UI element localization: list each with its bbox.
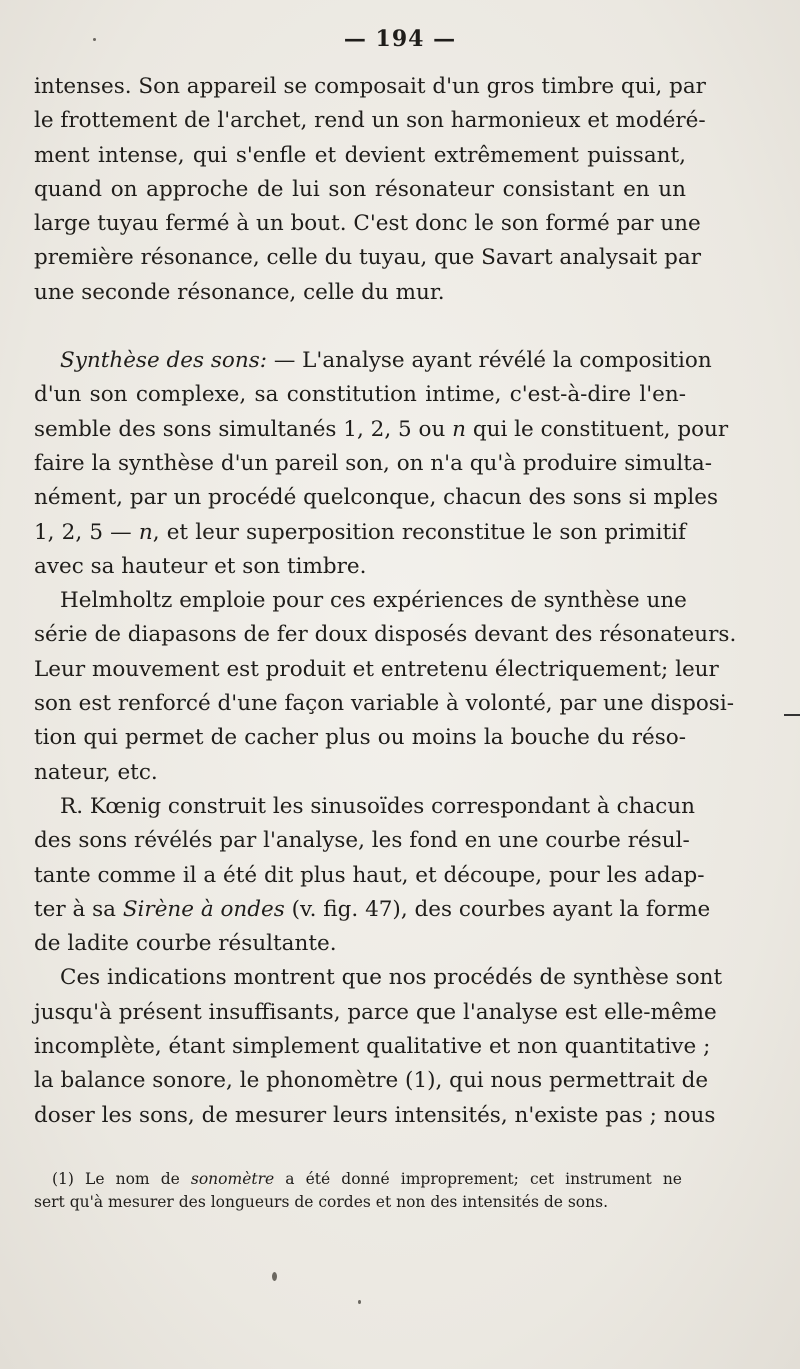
text-span: ter à sa [34,896,116,922]
main-text [34,70,737,1133]
text-line: intenses. Son appareil se composait d'un gros timbre qui, par [34,74,706,99]
text-line: faire la synthèse d'un pareil son, on n'a qu'à produire simulta- [34,450,712,476]
text-span: 1, 2, 5 — [34,519,132,545]
page-number-header: — 194 — [343,26,457,52]
paragraph-koenig [34,790,711,961]
text-span: a été donné improprement; cet instrument ne [274,1170,682,1188]
footnote [34,1168,682,1214]
text-line: jusqu'à présent insuffisants, parce que l'analyse est elle-même [34,999,717,1025]
text-line: avec sa hauteur et son timbre. [34,553,367,579]
paragraph-helmholtz [34,584,737,790]
text-line: R. Kœnig construit les sinusoïdes correspondant à chacun [60,793,696,819]
text-line: première résonance, celle du tuyau, que Savart analysait par [34,245,701,271]
paragraph-indications [34,961,723,1132]
text-line: de ladite courbe résultante. [34,931,337,957]
term-sonometre: sonomètre [190,1170,275,1188]
text-line: Helmholtz emploie pour ces expériences de synthèse une [60,588,687,614]
margin-mark [784,714,800,716]
text-span: (v. fig. 47), des courbes ayant la forme [284,896,711,922]
text-line: d'un son complexe, sa constitution intime, c'est-à-dire l'en- [34,382,686,408]
text-line: Ces indications montrent que nos procédés de synthèse sont [60,965,723,991]
text-span: qui le constituent, pour [466,416,729,442]
text-line: quand on approche de lui son résonateur consistant en un [34,176,686,202]
text-span: , et leur superposition reconstitue le son primitif [152,519,686,545]
text-line: le frottement de l'archet, rend un son harmonieux et modéré- [34,108,706,134]
text-line [34,344,712,378]
footnote-marker: (1) Le nom de [52,1170,191,1188]
text-line [34,516,686,550]
text-line: tion qui permet de cacher plus ou moins la bouche du réso- [34,725,686,751]
text-line: nateur, etc. [34,759,158,785]
text-line [34,413,729,447]
text-line: nément, par un procédé quelconque, chacun des sons si mples [34,485,719,511]
text-line: des sons révélés par l'analyse, les fond en une courbe résul- [34,828,690,854]
text-line: Leur mouvement est produit et entretenu électriquement; leur [34,656,719,682]
text-line: la balance sonore, le phonomètre (1), qui nous permettrait de [34,1068,709,1094]
footnote-line: sert qu'à mesurer des longueurs de cordes et non des intensités de sons. [34,1193,608,1211]
paragraph-1 [34,70,706,310]
text-line: large tuyau fermé à un bout. C'est donc le son formé par une [34,211,701,237]
ink-speck [93,38,96,41]
text-span: semble des sons simultanés 1, 2, 5 ou [34,416,446,442]
paragraph-synthese [34,344,729,584]
text-span: — L'analyse ayant révélé la composition [266,348,712,374]
ink-speck [272,1272,277,1281]
variable-n: n [452,416,467,442]
text-line: série de diapasons de fer doux disposés devant des résonateurs. [34,622,737,648]
text-line: ment intense, qui s'enfle et devient extrêmement puissant, [34,142,686,168]
footnote-line [34,1168,682,1191]
variable-n: n [138,519,153,545]
section-title-synthese: Synthèse des sons: [60,348,267,374]
text-line: une seconde résonance, celle du mur. [34,279,445,305]
paragraph-spacer [34,310,686,344]
text-line: incomplète, étant simplement qualitative et non quantitative ; [34,1034,711,1060]
text-line: doser les sons, de mesurer leurs intensités, n'existe pas ; nous [34,1102,716,1128]
text-line: son est renforcé d'une façon variable à volonté, par une disposi- [34,691,734,717]
term-sirene-a-ondes: Sirène à ondes [122,896,285,922]
ink-speck [358,1300,361,1304]
text-line: tante comme il a été dit plus haut, et découpe, pour les adap- [34,862,705,888]
text-line [34,893,711,927]
